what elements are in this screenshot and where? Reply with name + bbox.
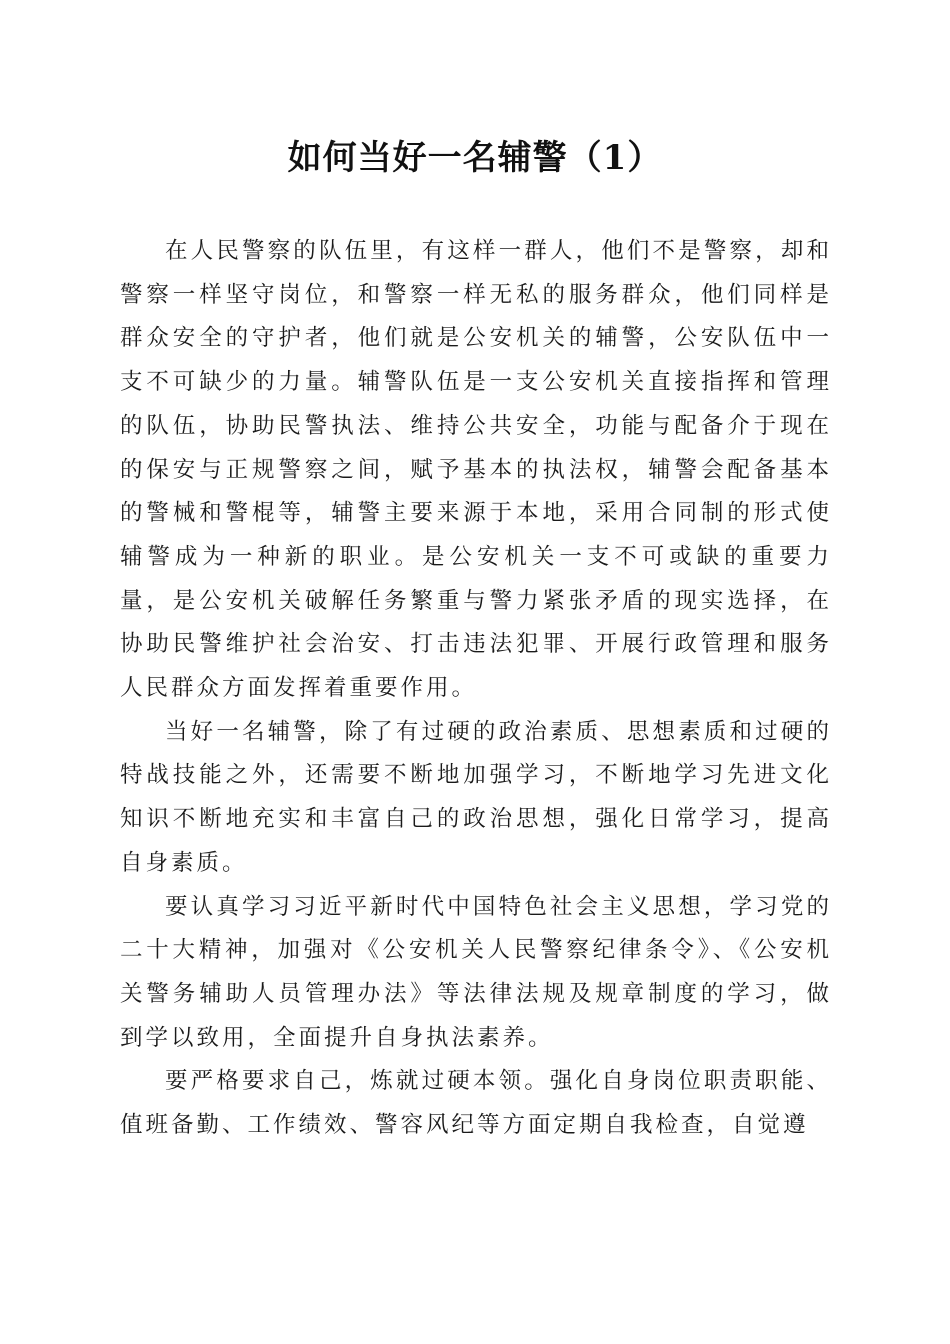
document-title: 如何当好一名辅警（1） — [287, 138, 663, 178]
document-body — [120, 230, 832, 1148]
paragraph-3: 要认真学习习近平新时代中国特色社会主义思想，学习党的二十大精神，加强对《公安机关人民警察纪律条令》、《公安机关警务辅助人员管理办法》等法律法规及规章制度的学习，做到学以致用，全面提升自身执法素养。 — [120, 893, 832, 1051]
paragraph-2: 当好一名辅警，除了有过硬的政治素质、思想素质和过硬的特战技能之外，还需要不断地加强学习，不断地学习先进文化知识不断地充实和丰富自己的政治思想，强化日常学习，提高自身素质。 — [120, 718, 832, 876]
paragraph-4: 要严格要求自己，炼就过硬本领。强化自身岗位职责职能、值班备勤、工作绩效、警容风纪等方面定期自我检查，自觉遵 — [120, 1068, 832, 1139]
paragraph-1: 在人民警察的队伍里，有这样一群人，他们不是警察，却和警察一样坚守岗位，和警察一样无私的服务群众，他们同样是群众安全的守护者，他们就是公安机关的辅警，公安队伍中一支不可缺少的力量。辅警队伍是一支公安机关直接指挥和管理的队伍，协助民警执法、维持公共安全，功能与配备介于现在的保安与正规警察之间，赋予基本的执法权，辅警会配备基本的警械和警棍等，辅警主要来源于本地，采用合同制的形式使辅警成为一种新的职业。是公安机关一支不可或缺的重要力量，是公安机关破解任务繁重与警力紧张矛盾的现实选择，在协助民警维护社会治安、打击违法犯罪、开展行政管理和服务人民群众方面发挥着重要作用。 — [120, 238, 832, 702]
